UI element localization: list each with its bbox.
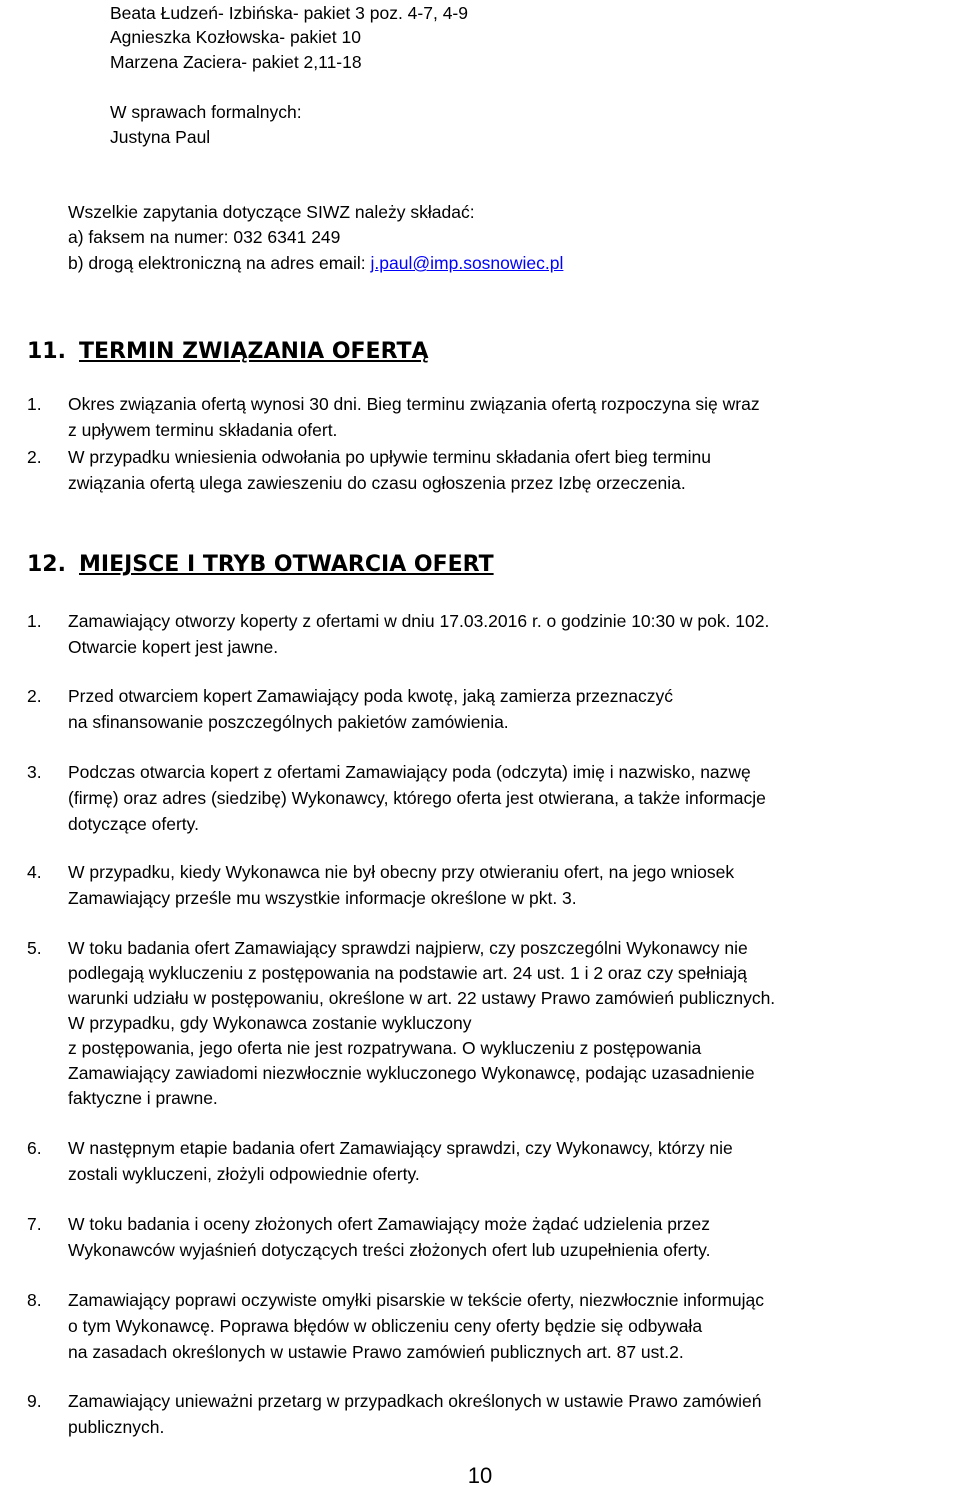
- item-number: 9.: [27, 1391, 42, 1411]
- item-number: 3.: [27, 762, 42, 782]
- section-number: 11.: [27, 339, 66, 364]
- item-text-line: z upływem terminu składania ofert.: [68, 420, 338, 440]
- item-text-line: W toku badania ofert Zamawiający sprawdzi najpierw, czy poszczególni Wykonawcy nie: [68, 938, 748, 958]
- item-text-line: (firmę) oraz adres (siedzibę) Wykonawcy, którego oferta jest otwierana, a także informacje: [68, 788, 766, 808]
- item-text-line: Podczas otwarcia kopert z ofertami Zamawiający poda (odczyta) imię i nazwisko, nazwę: [68, 762, 751, 782]
- item-number: 4.: [27, 862, 42, 882]
- inquiries-email-line: [68, 251, 563, 275]
- formal-contact-label: W sprawach formalnych:: [110, 102, 302, 122]
- item-text-line: Przed otwarciem kopert Zamawiający poda kwotę, jaką zamierza przeznaczyć: [68, 686, 673, 706]
- email-link[interactable]: j.paul@imp.sosnowiec.pl: [370, 253, 564, 273]
- item-number: 6.: [27, 1138, 42, 1158]
- item-text-line: na sfinansowanie poszczególnych pakietów zamówienia.: [68, 712, 509, 732]
- item-number: 8.: [27, 1290, 42, 1310]
- item-text-line: faktyczne i prawne.: [68, 1088, 218, 1108]
- item-text-line: publicznych.: [68, 1417, 165, 1437]
- item-text-line: W toku badania i oceny złożonych ofert Zamawiający może żądać udzielenia przez: [68, 1214, 710, 1234]
- contact-line: Marzena Zaciera- pakiet 2,11-18: [110, 52, 362, 72]
- item-text-line: Okres związania ofertą wynosi 30 dni. Bieg terminu związania ofertą rozpoczyna się wraz: [68, 394, 760, 414]
- item-number: 2.: [27, 686, 42, 706]
- item-text-line: o tym Wykonawcę. Poprawa błędów w obliczeniu ceny oferty będzie się odbywała: [68, 1316, 703, 1336]
- inquiries-email-prefix: b) drogą elektroniczną na adres email:: [68, 253, 371, 273]
- inquiries-intro: Wszelkie zapytania dotyczące SIWZ należy składać:: [68, 202, 475, 222]
- item-number: 1.: [27, 394, 42, 414]
- inquiries-fax: a) faksem na numer: 032 6341 249: [68, 227, 341, 247]
- item-text-line: Wykonawców wyjaśnień dotyczących treści złożonych ofert lub uzupełnienia oferty.: [68, 1240, 711, 1260]
- item-text-line: warunki udziału w postępowaniu, określone w art. 22 ustawy Prawo zamówień publicznych.: [68, 988, 776, 1008]
- item-text-line: na zasadach określonych w ustawie Prawo zamówień publicznych art. 87 ust.2.: [68, 1342, 684, 1362]
- item-text-line: Zamawiający unieważni przetarg w przypadkach określonych w ustawie Prawo zamówień: [68, 1391, 762, 1411]
- item-text-line: W przypadku, gdy Wykonawca zostanie wykluczony: [68, 1013, 472, 1033]
- item-text-line: zostali wykluczeni, złożyli odpowiednie oferty.: [68, 1164, 420, 1184]
- item-text-line: Zamawiający zawiadomi niezwłocznie wykluczonego Wykonawcę, podając uzasadnienie: [68, 1063, 755, 1083]
- item-text-line: W następnym etapie badania ofert Zamawiający sprawdzi, czy Wykonawcy, którzy nie: [68, 1138, 733, 1158]
- item-text-line: dotyczące oferty.: [68, 814, 199, 834]
- contact-line: Agnieszka Kozłowska- pakiet 10: [110, 27, 361, 47]
- item-text-line: z postępowania, jego oferta nie jest rozpatrywana. O wykluczeniu z postępowania: [68, 1038, 702, 1058]
- section-12-heading: [27, 551, 494, 579]
- contact-line: Beata Łudzeń- Izbińska- pakiet 3 poz. 4-7, 4-9: [110, 3, 468, 23]
- item-number: 2.: [27, 447, 42, 467]
- section-title: TERMIN ZWIĄZANIA OFERTĄ: [79, 339, 429, 364]
- page-number: 10: [467, 1463, 493, 1488]
- item-text-line: Zamawiający poprawi oczywiste omyłki pisarskie w tekście oferty, niezwłocznie informując: [68, 1290, 765, 1310]
- item-text-line: podlegają wykluczeniu z postępowania na podstawie art. 24 ust. 1 i 2 oraz czy spełniają: [68, 963, 748, 983]
- item-text-line: Zamawiający prześle mu wszystkie informacje określone w pkt. 3.: [68, 888, 577, 908]
- item-text-line: W przypadku wniesienia odwołania po upływie terminu składania ofert bieg terminu: [68, 447, 711, 467]
- item-text-line: związania ofertą ulega zawieszeniu do czasu ogłoszenia przez Izbę orzeczenia.: [68, 473, 686, 493]
- section-title: MIEJSCE I TRYB OTWARCIA OFERT: [79, 552, 494, 577]
- item-text-line: Otwarcie kopert jest jawne.: [68, 637, 279, 657]
- formal-contact-name: Justyna Paul: [110, 127, 211, 147]
- item-number: 7.: [27, 1214, 42, 1234]
- item-number: 5.: [27, 938, 42, 958]
- item-text-line: W przypadku, kiedy Wykonawca nie był obecny przy otwieraniu ofert, na jego wniosek: [68, 862, 735, 882]
- item-text-line: Zamawiający otworzy koperty z ofertami w dniu 17.03.2016 r. o godzinie 10:30 w pok. 102.: [68, 611, 770, 631]
- section-number: 12.: [27, 552, 66, 577]
- item-number: 1.: [27, 611, 42, 631]
- section-11-heading: [27, 338, 429, 366]
